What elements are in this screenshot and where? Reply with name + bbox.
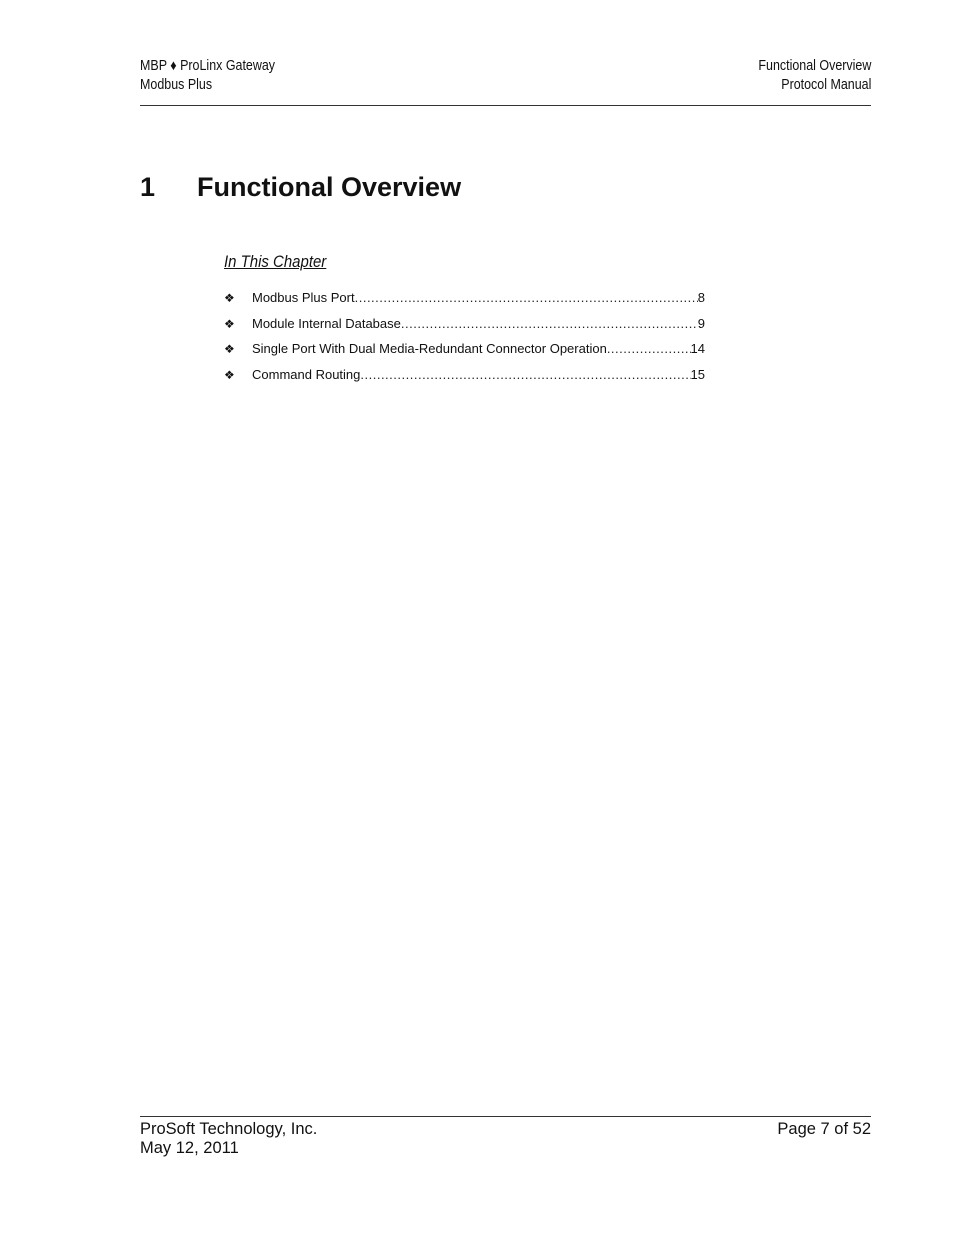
toc-leader-dots — [401, 315, 698, 333]
toc-item-page: 15 — [690, 366, 705, 382]
toc-item[interactable] — [224, 340, 705, 366]
toc-item-label: Command Routing — [252, 366, 361, 382]
toc-leader-dots — [355, 289, 698, 307]
diamond-bullet-icon: ❖ — [224, 316, 235, 331]
toc-item-page: 8 — [697, 290, 705, 305]
chapter-number: 1 — [140, 172, 156, 202]
footer-page-number: Page 7 of 52 — [777, 1120, 871, 1138]
toc-leader-dots — [360, 366, 690, 384]
toc-entry-link[interactable] — [252, 340, 705, 358]
header-left — [140, 57, 275, 95]
header-section-name: Functional Overview — [758, 58, 871, 74]
toc-item-label: Modbus Plus Port — [252, 290, 355, 305]
header-manual-name: Protocol Manual — [780, 77, 871, 93]
chapter-title-text: Functional Overview — [197, 172, 462, 202]
toc-heading: In This Chapter — [224, 252, 327, 271]
header-product-name: MBP ♦ ProLinx Gateway — [140, 58, 276, 74]
toc-item-label: Module Internal Database — [252, 315, 401, 331]
diamond-bullet-icon: ❖ — [224, 342, 235, 356]
toc-entry-link[interactable] — [252, 366, 705, 384]
toc-item[interactable] — [224, 315, 705, 341]
diamond-bullet-icon: ❖ — [224, 367, 235, 382]
footer-right — [777, 1120, 871, 1139]
page-footer — [140, 1116, 871, 1160]
footer-left — [140, 1120, 317, 1158]
toc-list — [224, 289, 705, 391]
diamond-bullet-icon: ❖ — [224, 291, 235, 305]
header-right — [758, 57, 871, 95]
toc-item-label: Single Port With Dual Media-Redundant Connector Operation — [252, 341, 607, 356]
toc-leader-dots — [607, 340, 691, 358]
page-header — [140, 57, 871, 106]
toc-entry-link[interactable] — [252, 315, 705, 333]
toc-item-page: 14 — [690, 341, 705, 356]
toc-item-page: 9 — [697, 315, 705, 331]
toc-item[interactable] — [224, 289, 705, 315]
footer-company: ProSoft Technology, Inc. — [140, 1120, 318, 1138]
footer-date: May 12, 2011 — [140, 1139, 239, 1157]
toc-item[interactable] — [224, 366, 705, 392]
chapter-title — [140, 170, 461, 204]
header-protocol-name: Modbus Plus — [140, 77, 213, 93]
toc-entry-link[interactable] — [252, 289, 705, 307]
